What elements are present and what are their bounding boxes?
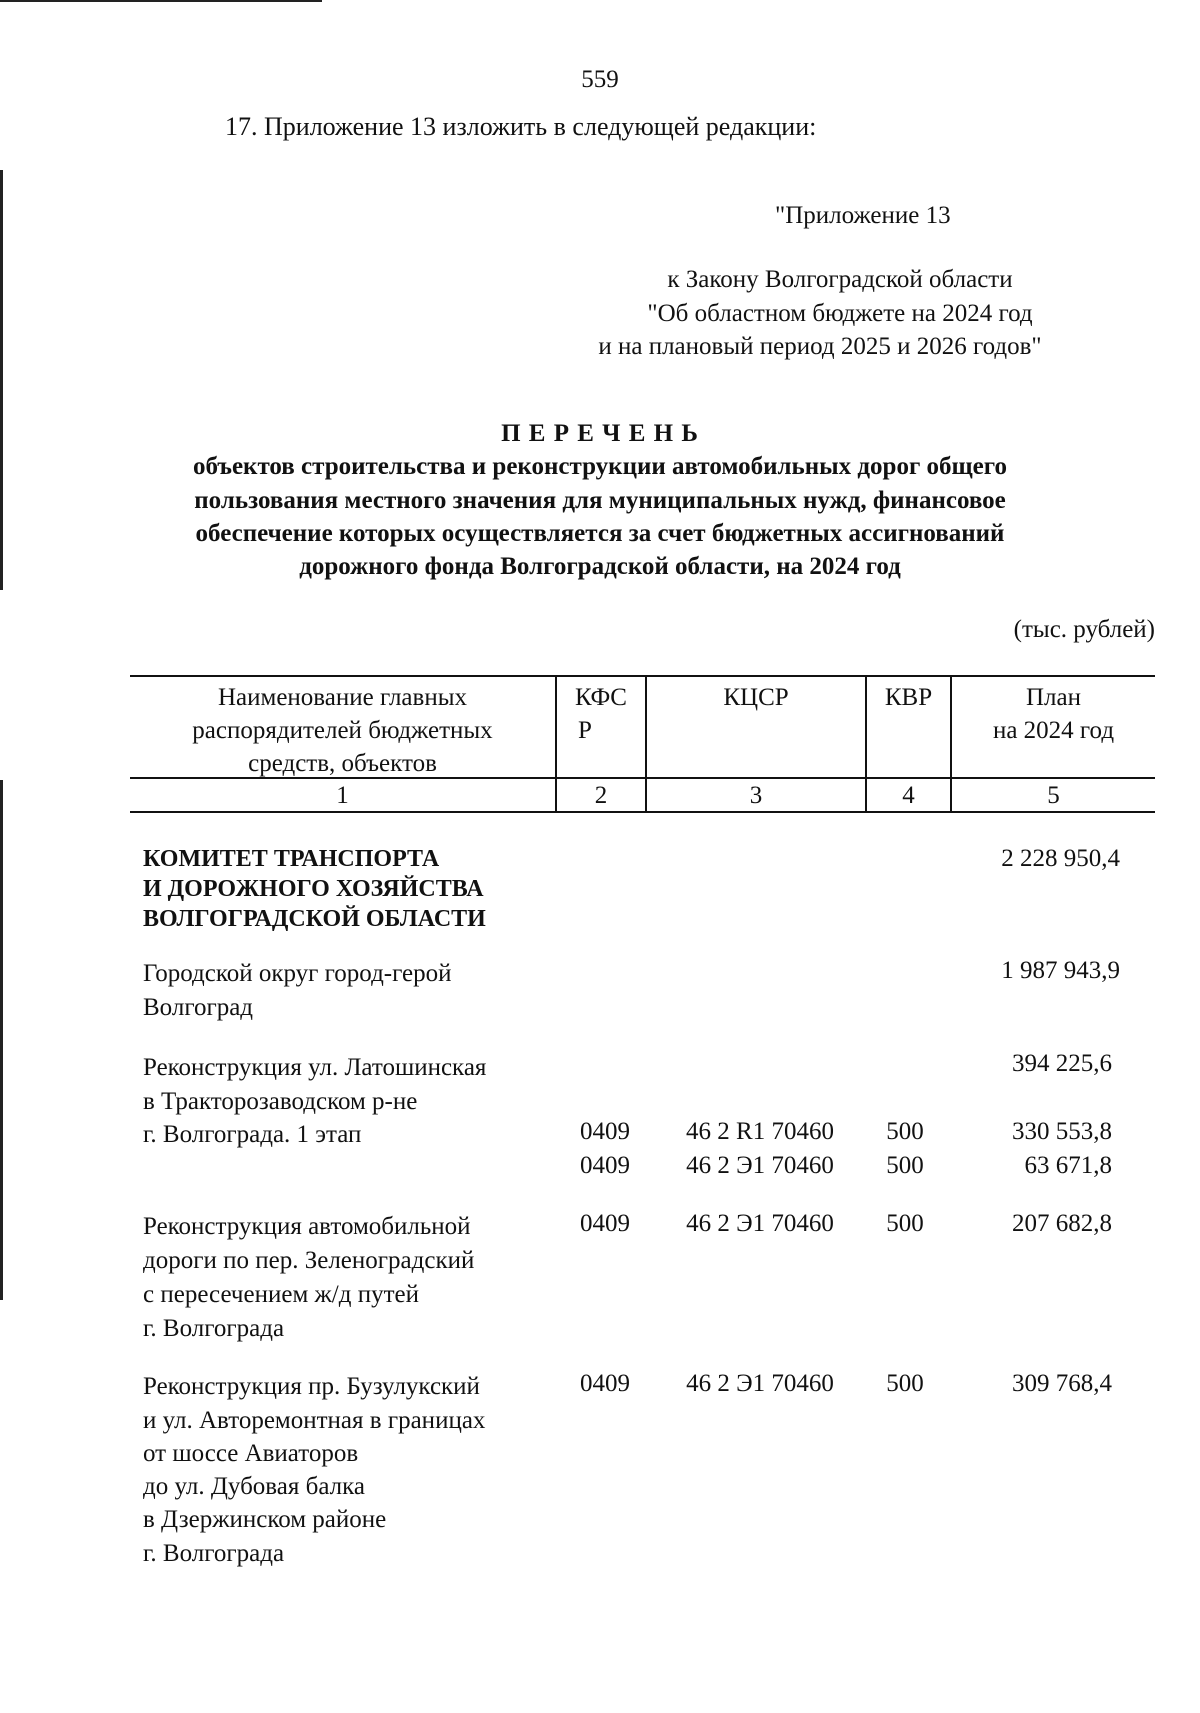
object-3-line-4: до ул. Дубовая балка (143, 1473, 365, 1500)
committee-line-2: И ДОРОЖНОГО ХОЗЯЙСТВА (143, 876, 484, 902)
object-2-row-1-kvr: 500 (886, 1210, 924, 1237)
object-2-line-3: с пересечением ж/д путей (143, 1281, 419, 1308)
col-number-5: 5 (1047, 782, 1060, 809)
appendix-line-3: и на плановый период 2025 и 2026 годов" (598, 333, 1042, 360)
committee-line-1: КОМИТЕТ ТРАНСПОРТА (143, 846, 440, 872)
district-line-1: Городской округ город-герой (143, 960, 452, 987)
col-header-name-2: распорядителей бюджетных (192, 717, 493, 744)
object-3-line-3: от шоссе Авиаторов (143, 1440, 359, 1467)
col-number-2: 2 (594, 782, 608, 809)
object-1-line-1: Реконструкция ул. Латошинская (143, 1054, 487, 1081)
object-3-row-1-kvr: 500 (886, 1370, 924, 1397)
object-1-total: 394 225,6 (1012, 1050, 1112, 1077)
col-header-name-3: средств, объектов (248, 750, 437, 777)
object-3-row-1-kcsr: 46 2 Э1 70460 (686, 1370, 834, 1397)
col-header-name-1: Наименование главных (217, 684, 468, 711)
committee-amount: 2 228 950,4 (1001, 845, 1120, 872)
object-1-row-1-amount: 330 553,8 (1012, 1118, 1112, 1145)
object-1-line-3: г. Волгограда. 1 этап (143, 1121, 362, 1148)
committee-line-3: ВОЛГОГРАДСКОЙ ОБЛАСТИ (143, 906, 486, 932)
table-top-line (130, 675, 1155, 677)
object-3-line-2: и ул. Авторемонтная в границах (143, 1407, 486, 1434)
object-2-line-1: Реконструкция автомобильной (143, 1213, 471, 1240)
intro-text: 17. Приложение 13 изложить в следующей редакции: (225, 112, 817, 141)
heading-line-4: дорожного фонда Волгоградской области, на 2024 год (299, 553, 901, 580)
appendix-line-2: "Об областном бюджете на 2024 год (647, 300, 1033, 327)
col-number-1: 1 (336, 782, 349, 809)
object-2-line-4: г. Волгограда (143, 1315, 285, 1342)
object-2-row-1-kcsr: 46 2 Э1 70460 (686, 1210, 834, 1237)
page-number: 559 (581, 66, 619, 93)
col-header-kcsr: КЦСР (723, 684, 789, 711)
object-3-line-6: г. Волгограда (143, 1540, 285, 1567)
object-2-row-1-kfsr: 0409 (580, 1210, 630, 1237)
object-1-row-1-kcsr: 46 2 R1 70460 (686, 1118, 834, 1145)
units-label: (тыс. рублей) (1013, 616, 1155, 643)
object-1-row-2-amount: 63 671,8 (1024, 1152, 1112, 1179)
object-3-row-1-amount: 309 768,4 (1012, 1370, 1112, 1397)
heading-line-3: обеспечение которых осуществляется за счет бюджетных ассигнований (195, 520, 1005, 547)
object-2-row-1-amount: 207 682,8 (1012, 1210, 1112, 1237)
appendix-line-1: к Закону Волгоградской области (667, 266, 1013, 293)
object-1-row-2-kfsr: 0409 (580, 1152, 630, 1179)
object-3-line-5: в Дзержинском районе (143, 1506, 387, 1533)
object-1-line-2: в Тракторозаводском р-не (143, 1088, 418, 1115)
object-1-row-1-kvr: 500 (886, 1118, 924, 1145)
col-header-plan-2: на 2024 год (992, 717, 1115, 744)
object-3-line-1: Реконструкция пр. Бузулукский (143, 1373, 480, 1400)
heading-line-1: объектов строительства и реконструкции автомобильных дорог общего (193, 453, 1007, 480)
object-1-row-2-kvr: 500 (886, 1152, 924, 1179)
appendix-title: "Приложение 13 (775, 202, 951, 229)
heading-line-2: пользования местного значения для муниципальных нужд, финансовое (194, 487, 1006, 514)
object-3-row-1-kfsr: 0409 (580, 1370, 630, 1397)
col-header-kfsr-1: КФС (574, 684, 627, 711)
heading-word: П Е Р Е Ч Е Н Ь (501, 420, 699, 447)
col-number-4: 4 (902, 782, 915, 809)
object-2-line-2: дороги по пер. Зеленоградский (143, 1247, 475, 1274)
scan-left-border-lower (0, 780, 3, 1300)
district-line-2: Волгоград (143, 994, 254, 1021)
col-header-kvr: КВР (884, 684, 933, 711)
col-header-plan-1: План (1025, 684, 1081, 711)
object-1-row-1-kfsr: 0409 (580, 1118, 630, 1145)
district-amount: 1 987 943,9 (1001, 957, 1120, 984)
object-1-row-2-kcsr: 46 2 Э1 70460 (686, 1152, 834, 1179)
col-number-3: 3 (749, 782, 763, 809)
col-header-kfsr-2: Р (578, 717, 592, 744)
scan-top-border (0, 0, 322, 2)
